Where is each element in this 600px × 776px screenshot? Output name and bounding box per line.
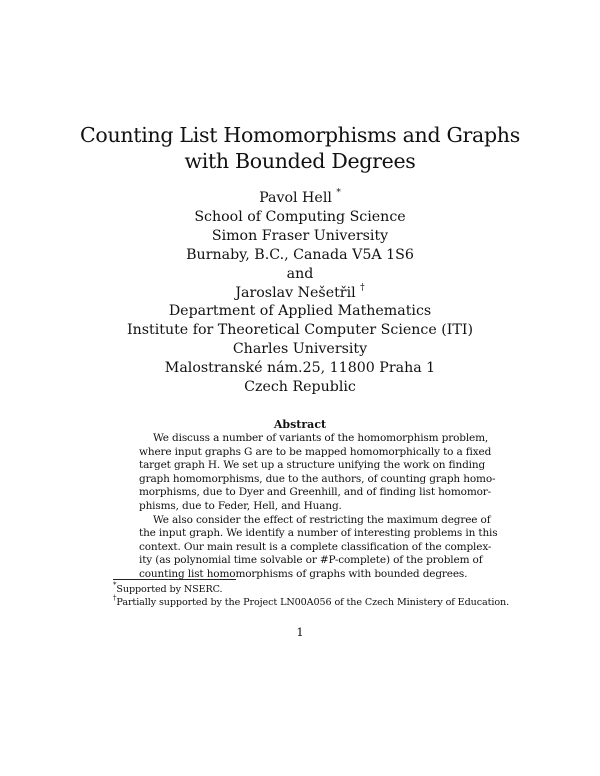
abstract-body — [139, 432, 498, 582]
affiliation-2-line: Charles University — [232, 341, 368, 358]
footnote-1-mark: * — [113, 580, 117, 589]
author-2 — [40, 284, 560, 303]
title-line-2: with Bounded Degrees — [184, 149, 416, 173]
affiliation-1-line: Simon Fraser University — [211, 227, 389, 244]
footnote-1-text: Supported by NSERC. — [116, 584, 223, 595]
abstract-line: graph homomorphisms, due to the authors, of counting graph homo- — [139, 472, 496, 485]
footnote-2-text: Partially supported by the Project LN00A056 of the Czech Ministery of Education. — [116, 597, 510, 608]
affiliation-2-line: Malostranské nám.25, 11800 Praha 1 — [164, 360, 436, 377]
title-line-1: Counting List Homomorphisms and Graphs — [80, 123, 520, 147]
abstract-line: the input graph. We identify a number of interesting problems in this — [139, 527, 498, 540]
abstract-line: context. Our main result is a complete classification of the complex- — [139, 540, 492, 553]
page-number: 1 — [296, 625, 304, 639]
paper-title — [60, 122, 540, 174]
author-1 — [40, 189, 560, 208]
affiliation-2-line: Institute for Theoretical Computer Science (ITI) — [127, 322, 473, 339]
abstract-line: where input graphs G are to be mapped homomorphically to a fixed — [139, 445, 492, 458]
footnote-2-mark: † — [113, 593, 117, 602]
footnote-divider — [113, 579, 236, 580]
affiliation-2-line: Department of Applied Mathematics — [168, 303, 432, 320]
author-2-footnote-mark: † — [360, 282, 365, 293]
affiliation-1-line: School of Computing Science — [194, 208, 406, 225]
abstract-line: ity (as polynomial time solvable or #P-complete) of the problem of — [139, 554, 483, 567]
abstract-line: morphisms, due to Dyer and Greenhill, and of finding list homomor- — [139, 486, 492, 499]
footnote-2 — [113, 593, 513, 609]
affiliation-1-line: Burnaby, B.C., Canada V5A 1S6 — [186, 246, 414, 263]
footnotes — [113, 580, 513, 609]
author-1-footnote-mark: * — [336, 188, 341, 199]
abstract-line: phisms, due to Feder, Hell, and Huang. — [139, 499, 342, 512]
author-separator: and — [286, 265, 314, 282]
abstract-heading: Abstract — [273, 418, 327, 431]
abstract-line: target graph H. We set up a structure unifying the work on finding — [139, 459, 486, 472]
footnote-1 — [113, 580, 513, 596]
author-block — [40, 189, 560, 397]
abstract-line: We discuss a number of variants of the homomorphism problem, — [153, 432, 489, 444]
author-1-name: Pavol Hell — [259, 190, 332, 206]
abstract-line: We also consider the effect of restricting the maximum degree of — [153, 513, 491, 526]
abstract-line: counting list homomorphisms of graphs with bounded degrees. — [139, 567, 468, 580]
affiliation-2-line: Czech Republic — [244, 379, 356, 396]
author-2-name: Jaroslav Nešetřil — [235, 284, 356, 301]
